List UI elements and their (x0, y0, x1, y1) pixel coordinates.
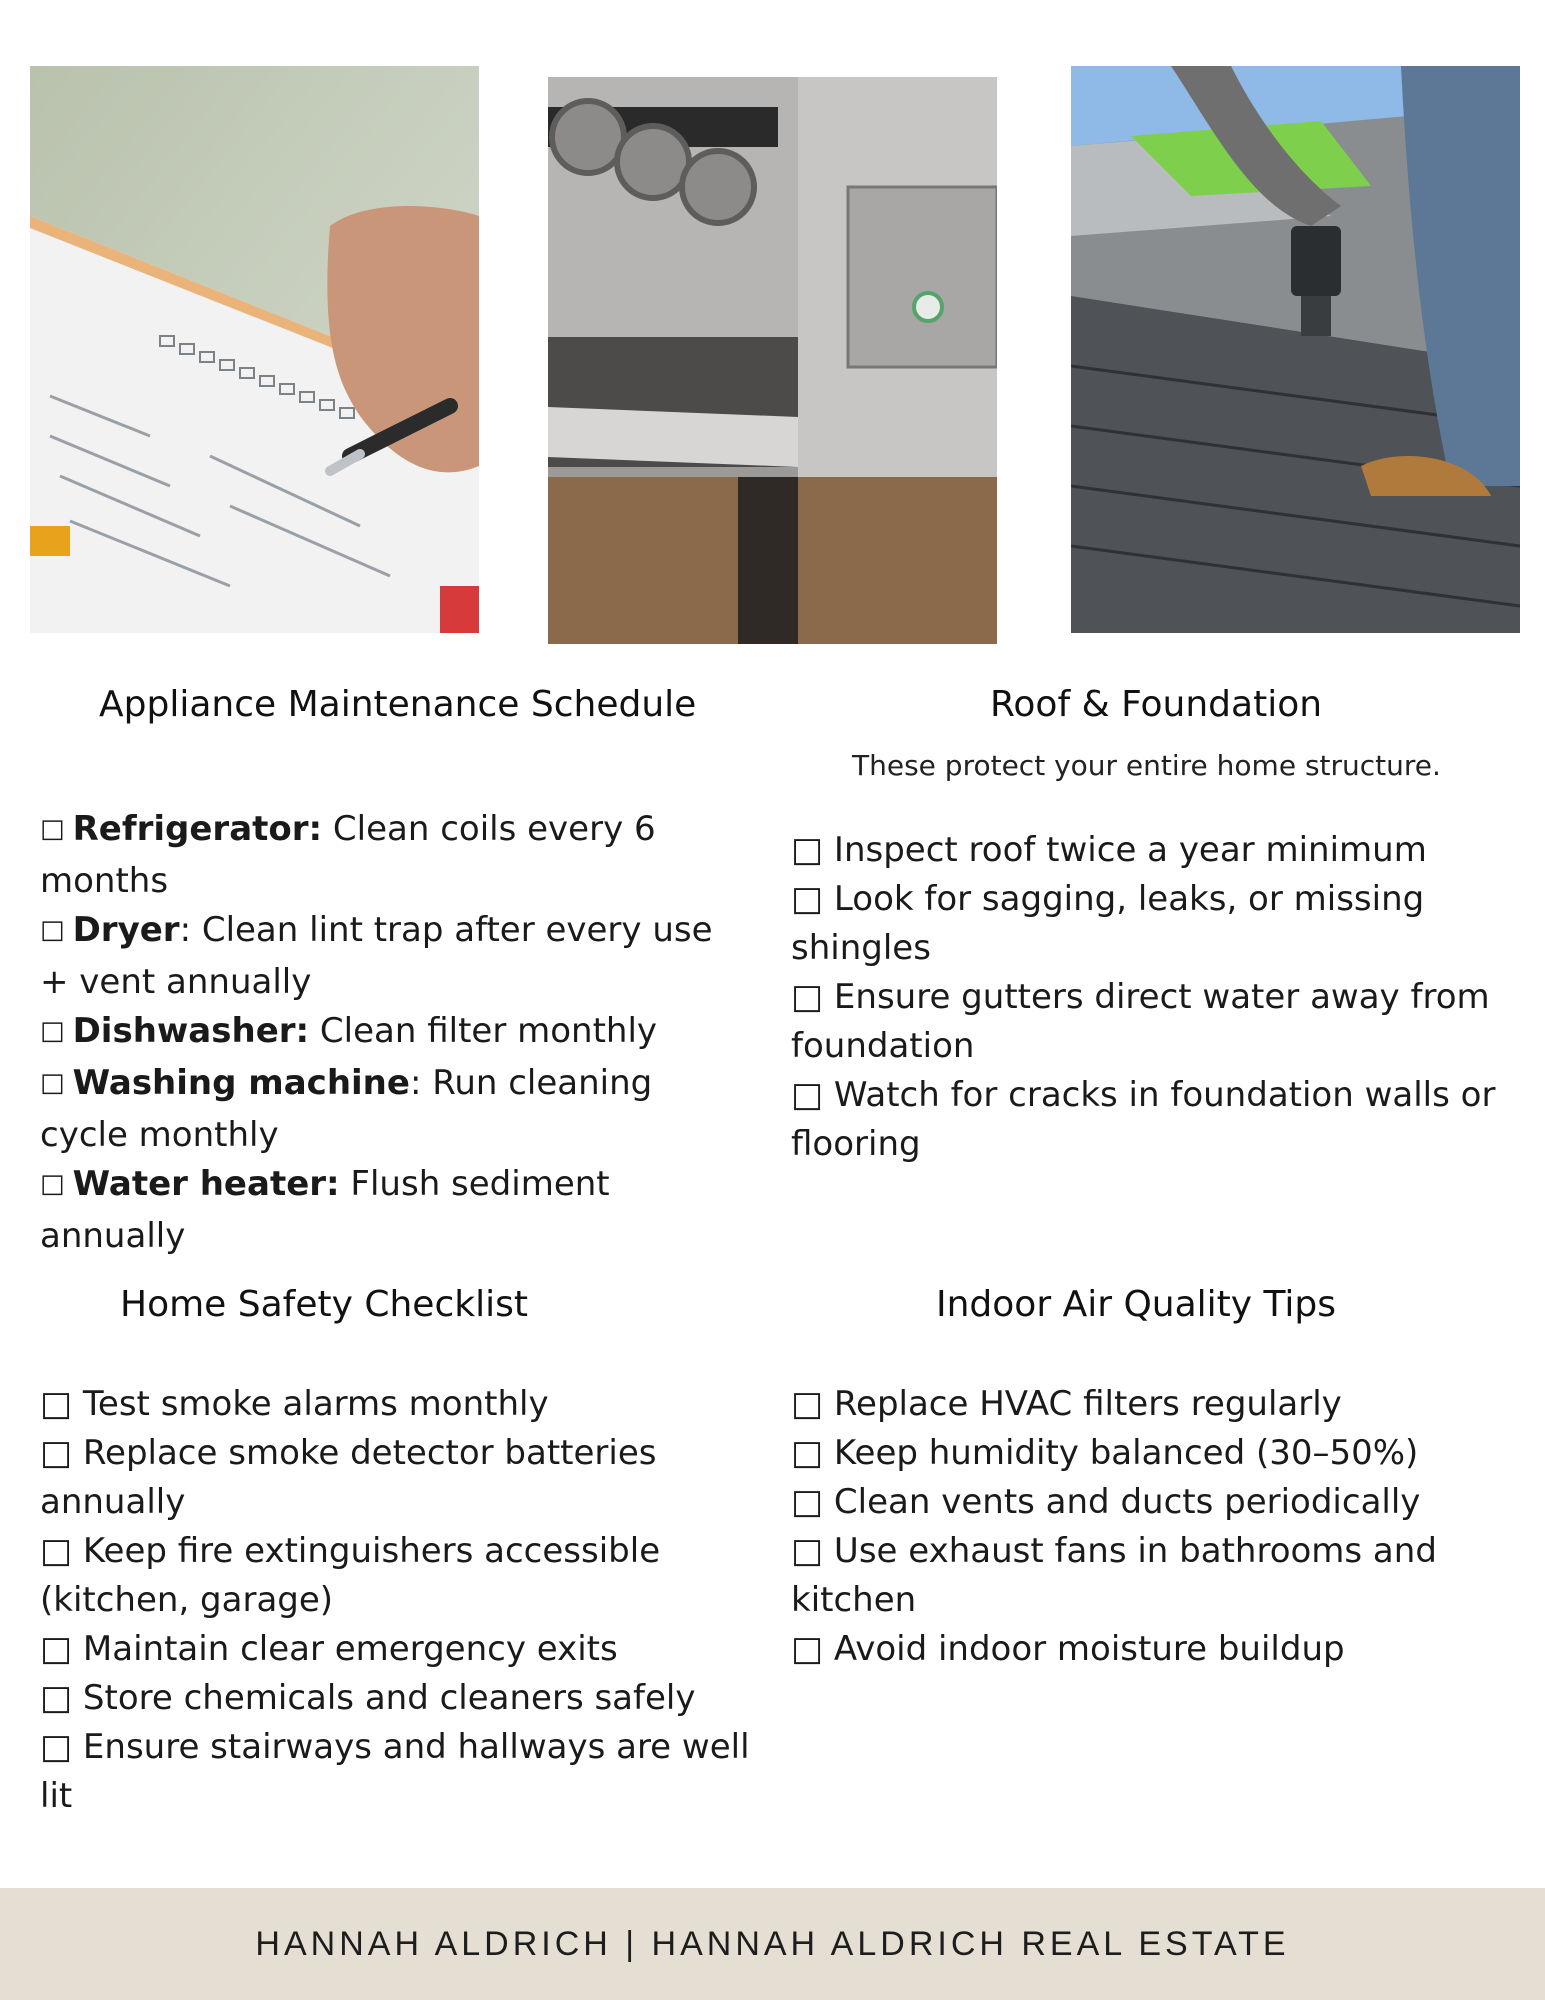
footer-text: HANNAH ALDRICH | HANNAH ALDRICH REAL ESTATE (255, 1924, 1290, 1963)
roof-list (791, 826, 1521, 1169)
roof-subtitle: These protect your entire home structure. (852, 749, 1441, 782)
list-item: □ Avoid indoor moisture buildup (791, 1629, 1345, 1669)
list-item: □ Test smoke alarms monthly (40, 1384, 549, 1424)
list-item: □ Maintain clear emergency exits (40, 1629, 618, 1669)
checkbox-icon[interactable]: □ (40, 1016, 65, 1046)
list-item: □ Watch for cracks in foundation walls or flooring (791, 1075, 1496, 1164)
list-item: □ Ensure stairways and hallways are well lit (40, 1727, 750, 1816)
list-item: □ Keep humidity balanced (30–50%) (791, 1433, 1419, 1473)
list-item: □ Inspect roof twice a year minimum (791, 830, 1427, 870)
air-title: Indoor Air Quality Tips (936, 1284, 1337, 1325)
checkbox-icon[interactable]: □ (40, 1068, 65, 1098)
list-item: □ Dryer: Clean lint trap after every use + vent annually (40, 910, 713, 1002)
oven-photo (548, 77, 997, 644)
roof-photo (1071, 66, 1520, 633)
safety-list (40, 1380, 760, 1821)
list-item: □ Use exhaust fans in bathrooms and kitchen (791, 1531, 1437, 1620)
list-item: □ Clean vents and ducts periodically (791, 1482, 1421, 1522)
list-item: □ Washing machine: Run cleaning cycle monthly (40, 1063, 653, 1155)
footer-bar (0, 1888, 1545, 2000)
list-item: □ Dishwasher: Clean filter monthly (40, 1011, 658, 1051)
appliance-list (40, 805, 740, 1261)
list-item: □ Look for sagging, leaks, or missing shingles (791, 879, 1425, 968)
list-item: □ Replace smoke detector batteries annually (40, 1433, 657, 1522)
checkbox-icon[interactable]: □ (40, 1169, 65, 1199)
roof-title: Roof & Foundation (990, 684, 1323, 725)
list-item: □ Water heater: Flush sediment annually (40, 1164, 610, 1256)
safety-title: Home Safety Checklist (120, 1284, 528, 1325)
checkbox-icon[interactable]: □ (40, 814, 65, 844)
air-list (791, 1380, 1491, 1674)
list-item: □ Refrigerator: Clean coils every 6 months (40, 809, 656, 901)
checklist-photo (30, 66, 479, 633)
list-item: □ Replace HVAC filters regularly (791, 1384, 1342, 1424)
appliance-title: Appliance Maintenance Schedule (99, 684, 697, 725)
list-item: □ Store chemicals and cleaners safely (40, 1678, 696, 1718)
checkbox-icon[interactable]: □ (40, 915, 65, 945)
list-item: □ Keep fire extinguishers accessible (kitchen, garage) (40, 1531, 661, 1620)
list-item: □ Ensure gutters direct water away from foundation (791, 977, 1490, 1066)
